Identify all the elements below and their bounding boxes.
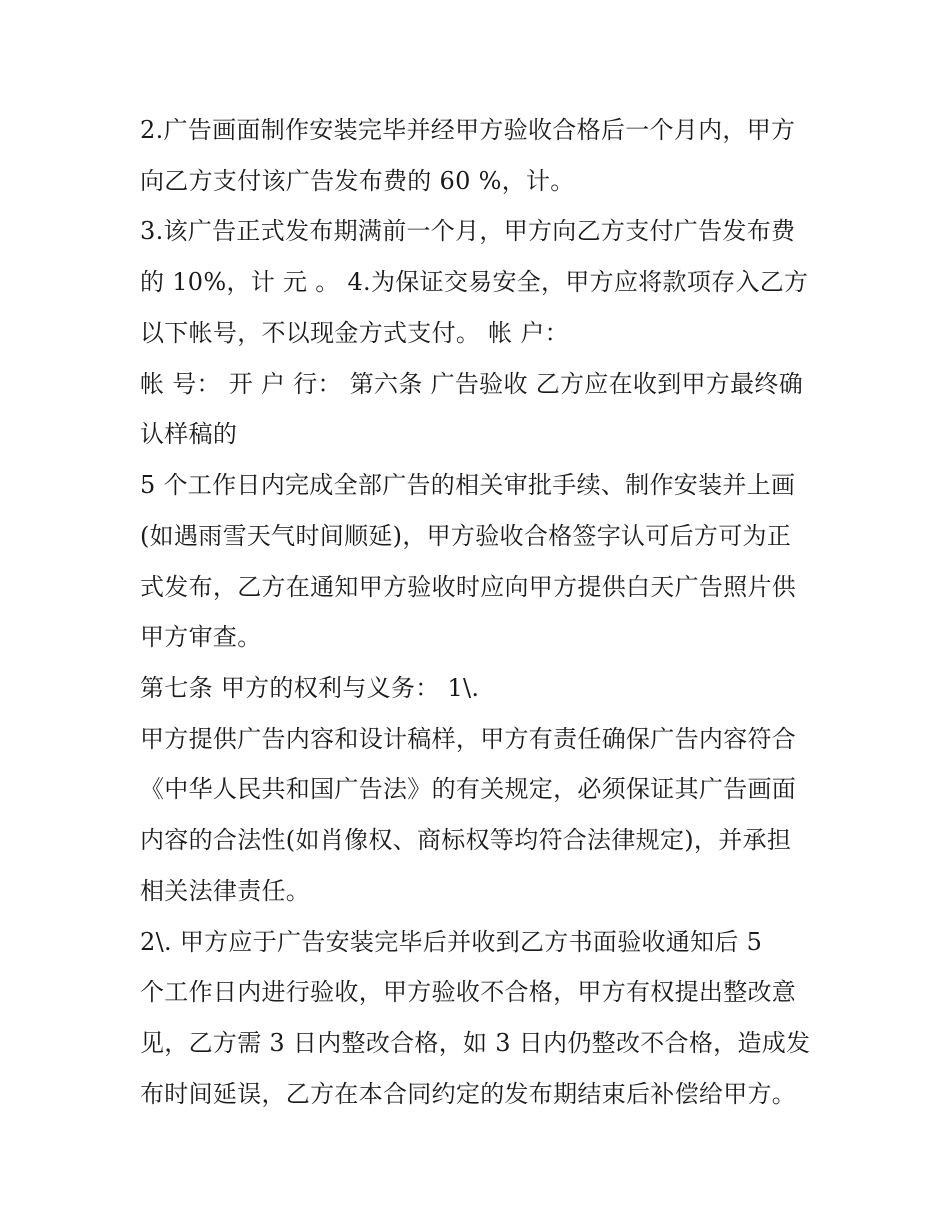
text-line: 5 个工作日内完成全部广告的相关审批手续、制作安装并上画 [140,471,796,499]
text-line: 第七条 甲方的权利与义务： 1\. [140,674,480,702]
text-line: 以下帐号，不以现金方式支付。 帐 户： [140,319,569,347]
text-line: 式发布，乙方在通知甲方验收时应向甲方提供白天广告照片供 [140,573,797,601]
text-line: 向乙方支付该广告发布费的 60 %，计。 [140,167,575,195]
text-line: 认样稿的 [140,420,238,448]
text-line: 布时间延误，乙方在本合同约定的发布期结束后补偿给甲方。 [140,1080,797,1108]
text-line: 的 10%，计 元 。 4.为保证交易安全，甲方应将款项存入乙方 [140,268,809,296]
text-line: 帐 号： 开 户 行： 第六条 广告验收 乙方应在收到甲方最终确 [140,370,803,398]
text-line: 2\. 甲方应于广告安装完毕后并收到乙方书面验收通知后 5 [140,928,763,956]
text-line: 内容的合法性(如肖像权、商标权等均符合法律规定)，并承担 [140,826,792,854]
text-line: 相关法律责任。 [140,877,311,905]
text-line: 个工作日内进行验收，甲方验收不合格，甲方有权提出整改意 [140,978,797,1006]
text-line: 见，乙方需 3 日内整改合格，如 3 日内仍整改不合格，造成发 [140,1029,811,1057]
text-line: 《中华人民共和国广告法》的有关规定，必须保证其广告画面 [140,775,797,803]
text-line: 甲方提供广告内容和设计稿样，甲方有责任确保广告内容符合 [140,725,797,753]
text-line: 3.该广告正式发布期满前一个月，甲方向乙方支付广告发布费 [140,217,796,245]
text-line: 2.广告画面制作安装完毕并经甲方验收合格后一个月内，甲方 [140,116,796,144]
text-line: (如遇雨雪天气时间顺延)，甲方验收合格签字认可后方可为正 [140,522,792,550]
text-line: 甲方审查。 [140,623,262,651]
